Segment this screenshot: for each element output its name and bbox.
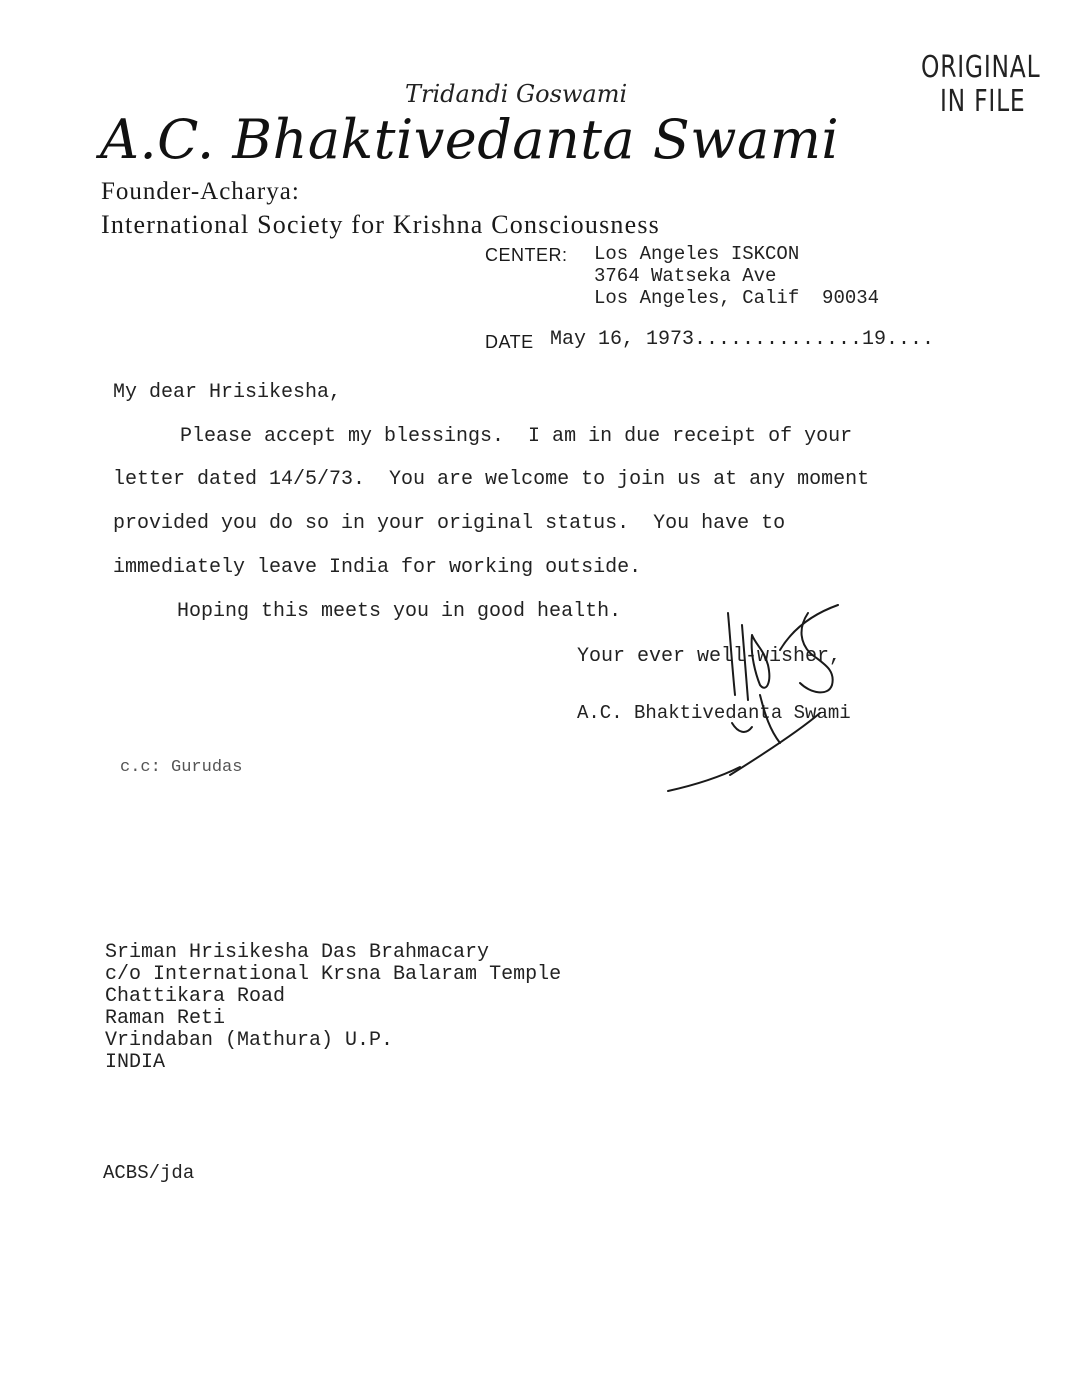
body-line: immediately leave India for working outside. <box>113 556 642 579</box>
original-in-file-stamp-line2: IN FILE <box>940 84 1026 119</box>
body-line: Hoping this meets you in good health. <box>177 600 622 623</box>
center-address-line: Los Angeles ISKCON <box>594 243 800 265</box>
letterhead-founder: Founder-Acharya: <box>101 178 300 205</box>
date-value: May 16, 1973..............19.... <box>550 328 935 351</box>
recipient-address-line: c/o International Krsna Balaram Temple <box>105 963 562 986</box>
closing: Your ever well-wisher, <box>577 645 842 668</box>
letterhead-name: A.C. Bhaktivedanta Swami <box>100 108 840 171</box>
center-address-line: 3764 Watseka Ave <box>594 265 777 287</box>
recipient-address-line: INDIA <box>105 1051 166 1074</box>
date-label: DATE <box>485 332 534 352</box>
recipient-address-line: Raman Reti <box>105 1007 226 1030</box>
reference-initials: ACBS/jda <box>103 1162 195 1184</box>
body-line: letter dated 14/5/73. You are welcome to join us at any moment <box>113 468 870 491</box>
signature-name: A.C. Bhaktivedanta Swami <box>577 702 851 724</box>
carbon-copy-note: c.c: Gurudas <box>120 758 243 777</box>
center-label: CENTER: <box>485 245 568 265</box>
body-line: Please accept my blessings. I am in due receipt of your <box>180 425 853 448</box>
recipient-address-line: Chattikara Road <box>105 985 286 1008</box>
body-line: provided you do so in your original status. You have to <box>113 512 786 535</box>
center-address-line: Los Angeles, Calif 90034 <box>594 287 880 309</box>
original-in-file-stamp-line1: ORIGINAL <box>921 50 1041 85</box>
recipient-address-line: Vrindaban (Mathura) U.P. <box>105 1029 394 1052</box>
letterhead-society: International Society for Krishna Consciousness <box>101 210 660 239</box>
recipient-address-line: Sriman Hrisikesha Das Brahmacary <box>105 941 490 964</box>
handwritten-signature <box>660 595 890 805</box>
salutation: My dear Hrisikesha, <box>113 381 342 404</box>
letterhead-tridandi: Tridandi Goswami <box>405 80 628 108</box>
